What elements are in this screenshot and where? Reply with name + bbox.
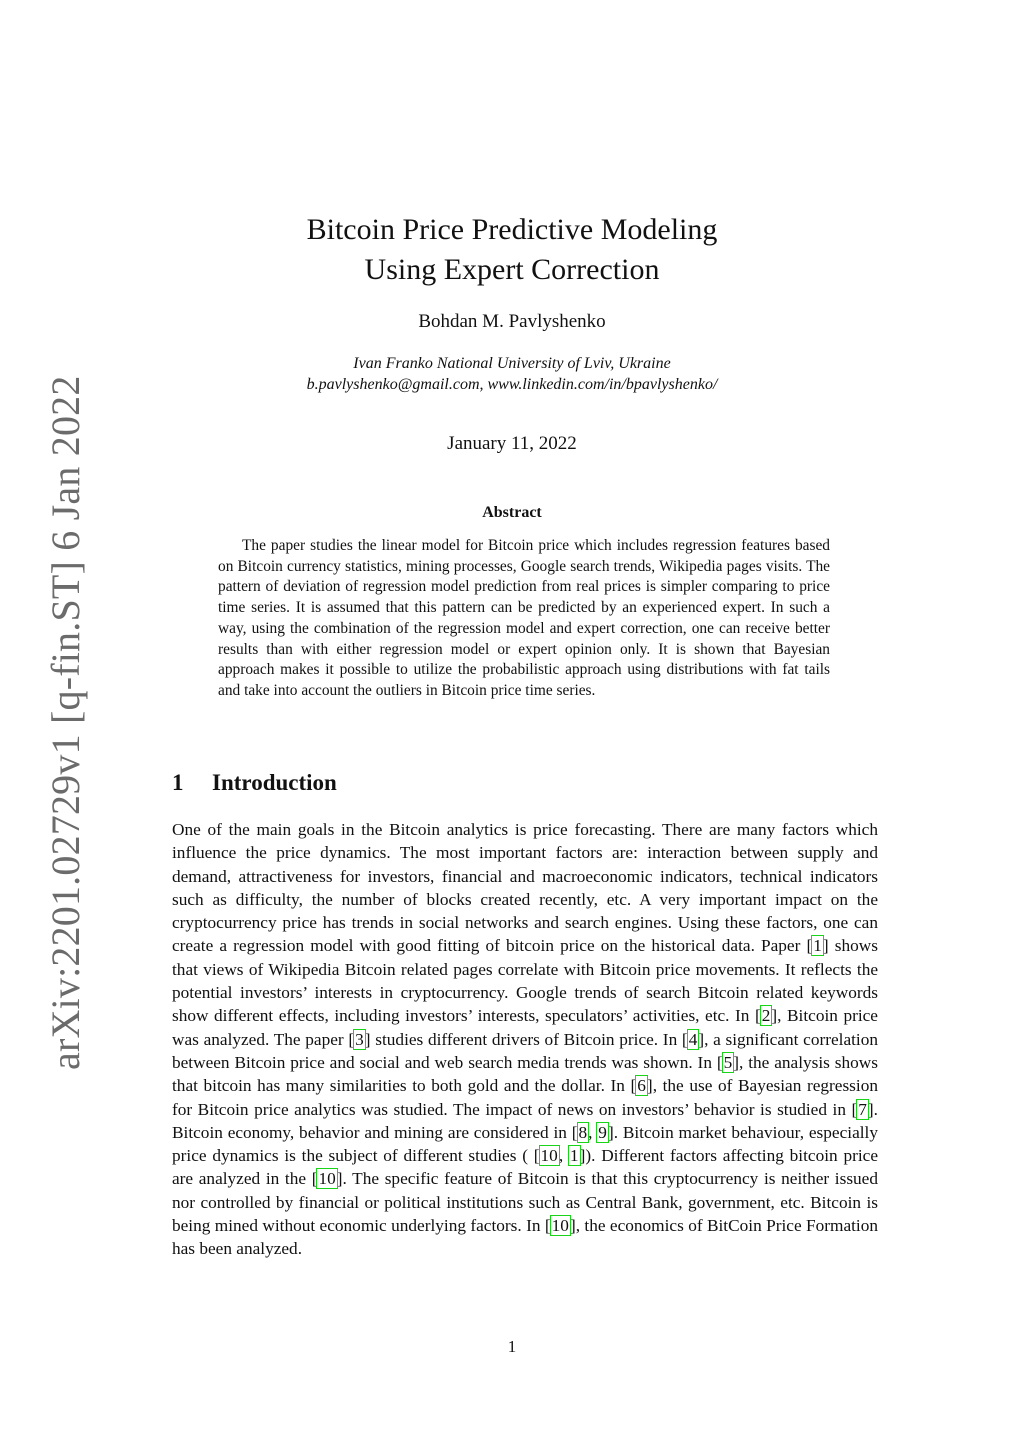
citation-10[interactable]: 10 (551, 1216, 569, 1236)
citation-10[interactable]: 10 (540, 1146, 558, 1166)
intro-text: One of the main goals in the Bitcoin analytics is price forecasting. There are many factors which influence the price dynamics. The most important factors are: interaction between supply and demand, attractiveness for investors, financial and macroeconomic indicators, technical indicators such as difficulty, the number of blocks created recently, etc. A very important impact on the cryptocurrency price has trends in social networks and search engines. Using these factors, one can create a regression model with good fitting of bitcoin price on the historical data. Paper (172, 820, 878, 956)
intro-text: , (588, 1122, 598, 1142)
citation-link[interactable]: [4] (681, 1029, 705, 1049)
intro-text: . Bitcoin market behaviour, especially price dynamics is the subject of different studies ( (172, 1122, 878, 1166)
affiliation-line-1: Ivan Franko National University of Lviv, Ukraine (353, 355, 671, 372)
intro-text: shows that views of Wikipedia Bitcoin related pages correlate with Bitcoin price movements. It reflects the potential investors’ interests in cryptocurrency. Google trends of search Bitcoin related keywords show different effects, including investors’ interests, speculators’ activities, etc. In (172, 936, 878, 1026)
citation-link[interactable]: [6] (630, 1076, 653, 1096)
citation-9[interactable]: 9 (598, 1122, 607, 1142)
section-number: 1 (172, 770, 184, 795)
citation-7[interactable]: 7 (858, 1099, 867, 1119)
citation-link[interactable]: [1] (806, 936, 829, 956)
citation-link[interactable]: [10, 1] (533, 1146, 586, 1166)
intro-text: ). Different factors affecting bitcoin price are analyzed in the (172, 1146, 878, 1189)
introduction-paragraph (172, 818, 878, 1261)
intro-text: . The specific feature of Bitcoin is that this cryptocurrency is neither issued nor controlled by financial or political institutions such as Central Bank, government, etc. Bitcoin is being mined without economic underlying factors. In (172, 1169, 878, 1236)
affiliation-line-2: b.pavlyshenko@gmail.com, www.linkedin.com/in/bpavlyshenko/ (306, 376, 718, 393)
section-title: Introduction (212, 770, 337, 795)
citation-5[interactable]: 5 (723, 1052, 733, 1072)
citation-link[interactable]: [7] (851, 1099, 874, 1119)
paper-date: January 11, 2022 (447, 433, 577, 454)
section-heading-introduction (172, 770, 337, 796)
arxiv-identifier-stamp: arXiv:2201.02729v1 [q-fin.ST] 6 Jan 2022 (43, 375, 88, 1070)
abstract-heading: Abstract (482, 504, 542, 521)
intro-text: . Bitcoin economy, behavior and mining are considered in (172, 1099, 878, 1142)
citation-1[interactable]: 1 (569, 1146, 579, 1166)
intro-text: studies different drivers of Bitcoin price. In (370, 1029, 682, 1049)
paper-title (0, 210, 1024, 290)
page-number: 1 (507, 1337, 517, 1356)
intro-text: , the economics of BitCoin Price Formation has been analyzed. (172, 1216, 878, 1259)
citation-link[interactable]: [2] (754, 1006, 778, 1026)
abstract-text: The paper studies the linear model for Bitcoin price which includes regression features based on Bitcoin currency statistics, mining processes, Google search trends, Wikipedia pages visits. The pattern of deviation of regression model prediction from real prices is simpler comparing to price time series. It is assumed that this pattern can be predicted by an experienced expert. In such a way, using the combination of the regression model and expert correction, one can receive better results than with either regression model or expert opinion only. It is shown that Bayesian approach makes it possible to utilize the probabilistic approach using distributions with fat tails and take into account the outliers in Bitcoin price time series. (218, 537, 830, 699)
intro-text: , (558, 1146, 569, 1166)
citation-10[interactable]: 10 (318, 1169, 336, 1189)
citation-4[interactable]: 4 (688, 1029, 698, 1049)
citation-link[interactable]: [10] (544, 1216, 576, 1236)
intro-text: , the use of Bayesian regression for Bitcoin price analytics was studied. The impact of news on investors’ behavior is studied in (172, 1076, 878, 1119)
intro-text: , Bitcoin price was analyzed. The paper (172, 1006, 878, 1049)
intro-text: , the analysis shows that bitcoin has many similarities to both gold and the dollar. In (172, 1052, 878, 1096)
intro-text: , a significant correlation between Bitcoin price and social and web search media trends was shown. In (172, 1029, 879, 1072)
citation-link[interactable]: [10] (311, 1169, 343, 1189)
title-line-1: Bitcoin Price Predictive Modeling (306, 213, 718, 246)
author-name: Bohdan M. Pavlyshenko (418, 311, 606, 332)
citation-3[interactable]: 3 (355, 1029, 364, 1049)
author-affiliation (0, 353, 1024, 395)
citation-1[interactable]: 1 (813, 936, 822, 956)
citation-2[interactable]: 2 (761, 1006, 771, 1026)
citation-6[interactable]: 6 (637, 1076, 646, 1096)
citation-link[interactable]: [5] (716, 1052, 740, 1072)
citation-8[interactable]: 8 (578, 1122, 588, 1142)
citation-link[interactable]: [3] (348, 1029, 371, 1049)
title-line-2: Using Expert Correction (364, 253, 660, 286)
citation-link[interactable]: [8, 9] (571, 1122, 614, 1142)
